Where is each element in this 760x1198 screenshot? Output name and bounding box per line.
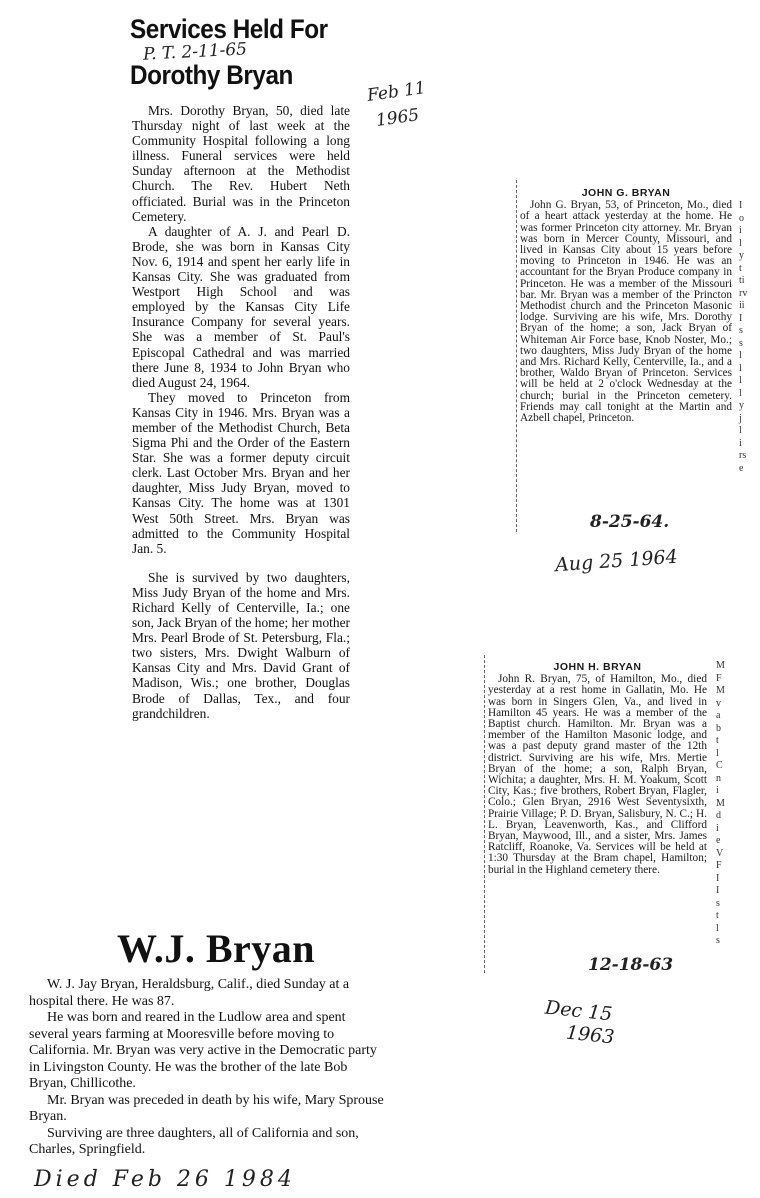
dorothy-paragraph: A daughter of A. J. and Pearl D. Brode, she was born in Kansas City Nov. 6, 1914 and spent her early life in Kansas City. She was graduated from Westport High School and was employed by the Kansas City Life Insurance Company for several years. She was a member of St. Paul's Episcopal Cathedral and was married there June 8, 1934 to John Bryan who died August 24, 1964. bbox=[132, 223, 350, 390]
wj-article-body bbox=[29, 977, 385, 1159]
dorothy-headline-line1: Services Held For bbox=[130, 14, 328, 44]
john-h-handwritten-stamp: 12-18-63 bbox=[588, 955, 674, 975]
dorothy-handwritten-date: P. T. 2-11-65 bbox=[142, 39, 248, 65]
clipping-cut-edge bbox=[516, 180, 517, 532]
john-h-body: John R. Bryan, 75, of Hamilton, Mo., died yesterday at a rest home in Gallatin, Mo. He was born in Singers Glen, Va., and lived in Hamilton 45 years. He was a member of the Baptist church. Hamilton. Mr. Bryan was a member of the Hamilton Masonic lodge, and was a past deputy grand master of the 12th district. Surviving are his wife, Mrs. Mertie Bryan of the home; a son, Ralph Bryan, Wichita; a daughter, Mrs. H. M. Yoakum, Scott City, Kas.; five brothers, Robert Bryan, Flagler, Colo.; Glen Bryan, 2916 West Seventysixth, Prairie Village; P. D. Bryan, Salisbury, N. C.; H. L. Bryan, Leavenworth, Kas., and Clifford Bryan, Maywood, Ill., and a sister, Mrs. James Ratcliff, Roanoke, Va. Services will be held at 1:30 Thursday at the Bram chapel, Hamilton; burial in the Highland cemetery there. bbox=[488, 673, 707, 876]
wj-paragraph: Surviving are three daughters, all of California and son, Charles, Springfield. bbox=[29, 1125, 359, 1157]
dorothy-margin-note-line1: Feb 11 bbox=[365, 78, 427, 106]
dorothy-headline-line2: Dorothy Bryan bbox=[130, 60, 293, 90]
john-h-heading: JOHN H. BRYAN bbox=[553, 661, 642, 673]
john-h-article bbox=[488, 662, 707, 876]
john-g-article bbox=[520, 188, 732, 424]
john-h-edge-fragments: M F M v a b t l C n i M d i e V F I I s t l s bbox=[716, 660, 725, 946]
wj-handwritten-note: Died Feb 26 1984 bbox=[34, 1167, 296, 1192]
dorothy-paragraph: She is survived by two daughters, Miss Judy Bryan of the home and Mrs. Richard Kelly of Centerville, Ia.; one son, Jack Bryan of the home; her mother Mrs. Pearl Brode of St. Petersburg, Fla.; two sisters, Mrs. Dwight Walburn of Kansas City and Mrs. David Grant of Madison, Wis.; one brother, Douglas Brode of Dallas, Tex., and four grandchildren. bbox=[132, 569, 350, 721]
john-h-handwritten-date-line2: 1963 bbox=[564, 1021, 616, 1049]
john-g-body: John G. Bryan, 53, of Princeton, Mo., died of a heart attack yesterday at the home. He was former Princeton city attorney. Mr. Bryan was born in Mercer County, Missouri, and lived in Kansas City about 15 years before moving to Princeton in 1946. He was an accountant for the Bryan Produce company in Princeton. He was a member of the Missouri bar. Mr. Bryan was a member of the Princton Methodist church and the Princeton Masonic lodge. Surviving are his wife, Mrs. Dorothy Bryan of the home; a son, Jack Bryan of Whiteman Air Force base, Knob Noster, Mo.; two daughters, Miss Judy Bryan of the home and Mrs. Richard Kelly, Centerville, Ia., and a brother, Waldo Bryan of Princeton. Services will be held at 2 o'clock Wednesday at the church; burial in the Princeton cemetery. Friends may call tonight at the Martin and Azbell chapel, Princeton. bbox=[520, 199, 732, 425]
john-g-edge-fragments: I o i l y t ti rv ii I s s l l l l y j l i rs e bbox=[739, 200, 748, 474]
john-h-handwritten-date-line1: Dec 15 bbox=[544, 996, 614, 1026]
clipping-cut-edge bbox=[484, 655, 485, 973]
dorothy-paragraph: They moved to Princeton from Kansas City in 1946. Mrs. Bryan was a member of the Methodist Church, Beta Sigma Phi and the Order of the Eastern Star. She was a former deputy circuit clerk. Last October Mrs. Bryan and her daughter, Miss Judy Bryan, moved to Kansas City. The home was at 1301 West 50th Street. Mrs. Bryan was admitted to the Community Hospital Jan. 5. bbox=[132, 389, 350, 556]
wj-paragraph: He was born and reared in the Ludlow area and spent several years farming at Mooresville before moving to California. Mr. Bryan was very active in the Democratic party in Livingston County. He was the brother of the late Bob Bryan, Chillicothe. bbox=[29, 1010, 377, 1091]
dorothy-article-body bbox=[132, 103, 350, 721]
wj-headline: W.J. Bryan bbox=[117, 926, 316, 971]
wj-paragraph: Mr. Bryan was preceded in death by his wife, Mary Sprouse Bryan. bbox=[29, 1092, 384, 1124]
john-g-heading: JOHN G. BRYAN bbox=[581, 187, 671, 199]
john-g-handwritten-date: Aug 25 1964 bbox=[554, 545, 679, 577]
john-g-handwritten-stamp: 8-25-64. bbox=[590, 512, 670, 532]
dorothy-paragraph: Mrs. Dorothy Bryan, 50, died late Thursday night of last week at the Community Hospital following a long illness. Funeral services were held Sunday afternoon at the Methodist Church. The Rev. Hubert Neth officiated. Burial was in the Princeton Cemetery. bbox=[132, 103, 350, 224]
dorothy-margin-note-line2: 1965 bbox=[374, 105, 421, 131]
wj-paragraph: W. J. Jay Bryan, Heraldsburg, Calif., died Sunday at a hospital there. He was 87. bbox=[29, 977, 350, 1009]
